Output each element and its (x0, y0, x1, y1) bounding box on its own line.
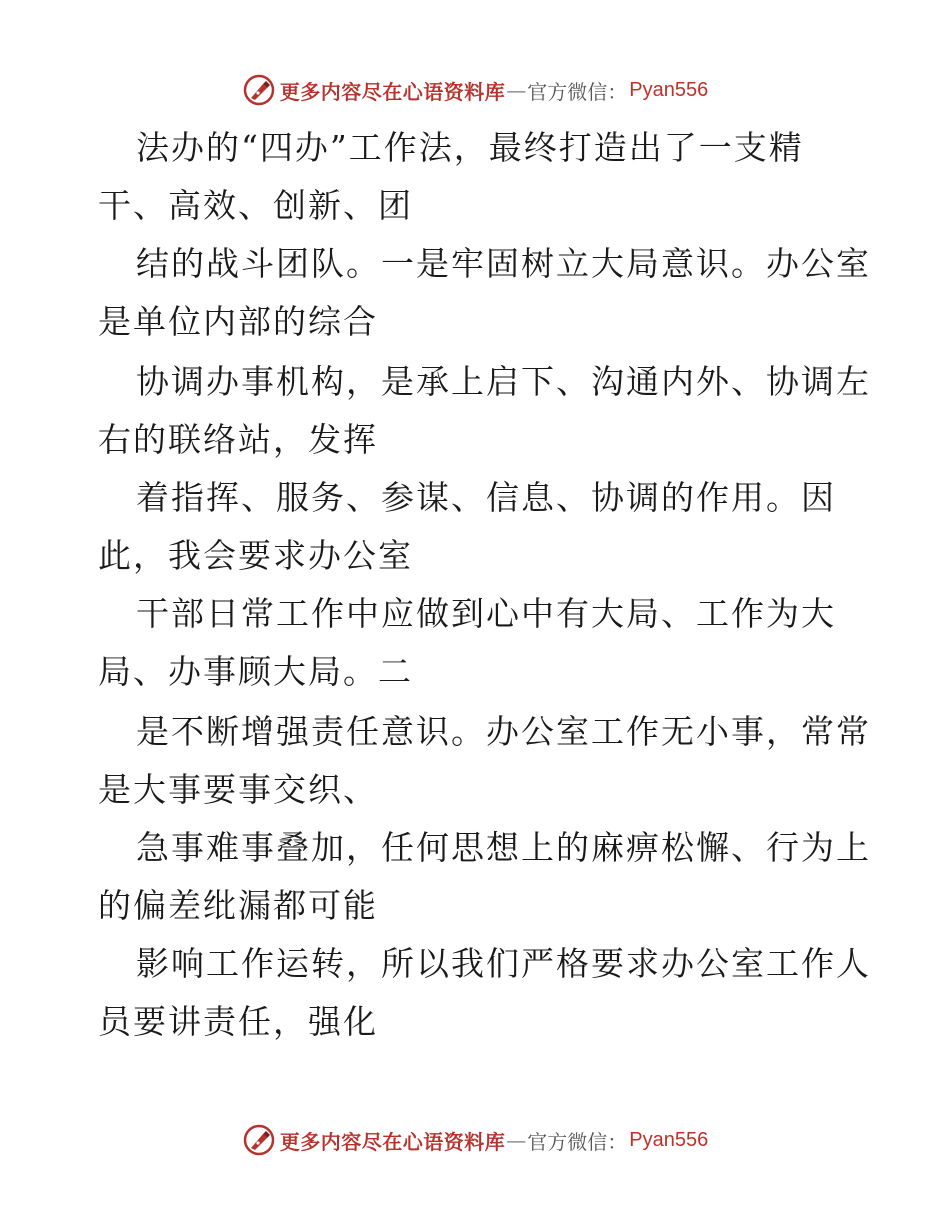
body-line: 影响工作运转，所以我们严格要求办公室工作人 (136, 944, 871, 983)
header-title: 更多内容尽在心语资料库 (279, 79, 506, 104)
body-line: 急事难事叠加，任何思想上的麻痹松懈、行为上 (136, 828, 871, 867)
body-line: 的偏差纰漏都可能 (98, 886, 378, 925)
body-line: 协调办事机构，是承上启下、沟通内外、协调左 (136, 362, 871, 401)
footer-wechat-label: 官方微信： (527, 1129, 628, 1154)
header-dash: — (506, 78, 527, 102)
body-line: 局、办事顾大局。二 (98, 652, 413, 691)
body-line: 结的战斗团队。一是牢固树立大局意识。办公室 (136, 244, 871, 283)
header-wechat-label: 官方微信： (527, 79, 628, 104)
body-line: 是不断增强责任意识。办公室工作无小事，常常 (136, 712, 871, 751)
header-wechat-id: Pyan556 (629, 78, 709, 101)
pen-nib-logo-icon (242, 1123, 276, 1157)
body-line: 此，我会要求办公室 (98, 536, 413, 575)
footer-wechat-id: Pyan556 (629, 1128, 709, 1151)
body-line: 干部日常工作中应做到心中有大局、工作为大 (136, 594, 836, 633)
body-line: 右的联络站，发挥 (98, 420, 378, 459)
header-banner (0, 70, 950, 110)
footer-dash: — (506, 1128, 527, 1152)
body-line: 是单位内部的综合 (98, 302, 378, 341)
body-line: 干、高效、创新、团 (98, 186, 413, 225)
body-line: 着指挥、服务、参谋、信息、协调的作用。因 (136, 478, 836, 517)
body-line: 法办的“四办”工作法，最终打造出了一支精 (136, 128, 804, 167)
footer-banner (0, 1120, 950, 1160)
pen-nib-logo-icon (242, 73, 276, 107)
body-line: 员要讲责任，强化 (98, 1002, 378, 1041)
footer-title: 更多内容尽在心语资料库 (279, 1129, 506, 1154)
body-line: 是大事要事交织、 (98, 770, 378, 809)
